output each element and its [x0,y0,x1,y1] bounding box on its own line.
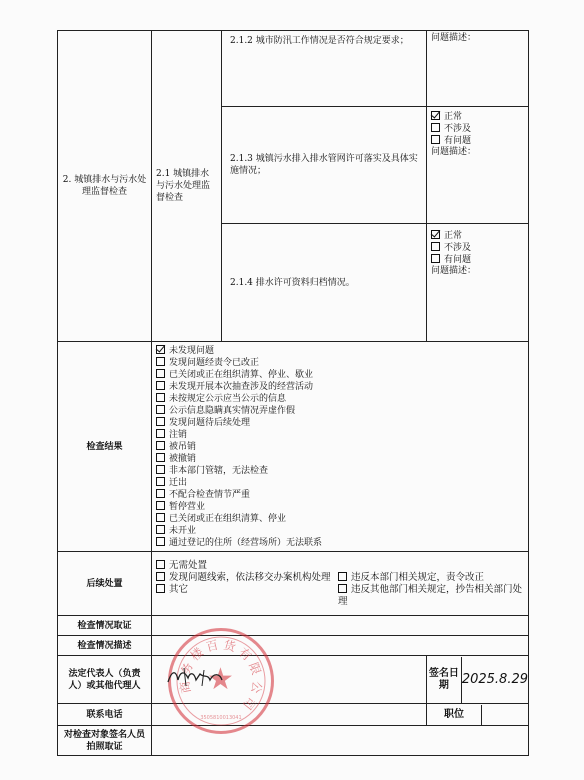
checkbox[interactable] [338,584,347,593]
checkbox-checked[interactable] [156,345,165,354]
result-option[interactable] [156,525,524,537]
legal-rep-label: 法定代表人（负责人）或其他代理人 [58,656,152,704]
result-option[interactable] [156,489,524,501]
checkbox[interactable] [156,584,165,593]
result-option[interactable] [156,441,524,453]
photo-value[interactable] [152,726,529,756]
result-option-label: 暂停营业 [169,502,206,512]
position-label: 职位 [427,705,482,725]
sign-date-label: 签名日期 [427,657,462,703]
option-na[interactable]: 不涉及 [431,123,524,135]
result-option-label: 未开业 [169,526,197,536]
result-option-label: 注销 [169,430,188,440]
option-na[interactable]: 不涉及 [431,242,524,254]
check-desc-label: 检查情况描述 [58,636,152,656]
checkbox[interactable] [431,242,440,251]
checkbox-checked[interactable] [431,111,440,120]
result-option-label: 非本部门管辖，无法检查 [169,466,269,476]
svg-text:限: 限 [246,660,264,677]
check-evidence-value[interactable] [152,616,529,636]
result-option-label: 公示信息隐瞒真实情况弄虚作假 [169,406,296,416]
item-2-1-4-options [427,224,529,342]
result-option[interactable] [156,357,524,369]
checkbox[interactable] [156,489,165,498]
handwritten-signature [164,664,244,690]
option-problem[interactable]: 有问题 [431,254,524,266]
problem-desc: 问题描述： [431,33,477,43]
checkbox[interactable] [156,513,165,522]
checkbox[interactable] [156,405,165,414]
result-option-label: 未发现问题 [169,346,215,356]
svg-text:有: 有 [235,645,255,664]
sign-date-cell [427,656,529,704]
inspection-table [57,30,529,756]
checkbox[interactable] [156,429,165,438]
checkbox[interactable] [156,417,165,426]
checkbox[interactable] [431,135,440,144]
checkbox[interactable] [338,572,347,581]
checkbox[interactable] [156,453,165,462]
result-option-label: 通过登记的住所（经营场所）无法联系 [169,538,323,548]
checkbox-checked[interactable] [431,230,440,239]
checkbox[interactable] [156,537,165,546]
result-option-label: 已关闭或正在组织清算、停业 [169,514,287,524]
item-2-1-4: 2.1.4 排水许可资料归档情况。 [222,224,427,342]
result-option-label: 被吊销 [169,442,197,452]
result-option[interactable] [156,381,524,393]
check-desc-value[interactable] [152,636,529,656]
checkbox[interactable] [156,560,165,569]
result-option[interactable] [156,465,524,477]
checkbox[interactable] [156,477,165,486]
result-option[interactable] [156,345,524,357]
sign-date-value[interactable]: 2025.8.29 [461,671,528,687]
checkbox[interactable] [156,381,165,390]
result-option-label: 已关闭或正在组织清算、停业、歇业 [169,370,314,380]
problem-desc: 问题描述： [431,266,477,276]
result-option-label: 未发现开展本次抽查涉及的经营活动 [169,382,314,392]
section-label: 2. 城镇排水与污水处理监督检查 [58,31,152,342]
checkbox[interactable] [156,393,165,402]
check-evidence-label: 检查情况取证 [58,616,152,636]
seal-star-icon: ★ [207,662,234,697]
checkbox[interactable] [431,254,440,263]
result-option[interactable] [156,477,524,489]
subsection-label: 2.1 城镇排水与污水处理监督检查 [152,31,222,342]
item-2-1-2: 2.1.2 城市防汛工作情况是否符合规定要求； [222,31,427,107]
svg-text:务: 务 [178,660,196,677]
result-option-label: 迁出 [169,478,188,488]
result-option-label: 不配合检查情节严重 [169,490,251,500]
followup-opt3[interactable]: 违反本部门相关规定，责令改正 [338,572,524,584]
result-option[interactable] [156,369,524,381]
photo-label: 对检查对象签名人员拍照取证 [58,726,152,756]
checkbox[interactable] [156,572,165,581]
svg-text:商: 商 [177,680,194,695]
svg-text:货: 货 [222,637,238,655]
followup-opt4[interactable]: 其它 [156,584,338,608]
result-label: 检查结果 [58,342,152,552]
followup-options [152,552,529,616]
option-problem[interactable]: 有问题 [431,135,524,147]
phone-value[interactable] [152,704,427,726]
result-option[interactable] [156,513,524,525]
phone-label: 联系电话 [58,704,152,726]
followup-opt5[interactable]: 违反其他部门相关规定，抄告相关部门处理 [338,583,523,607]
followup-opt2[interactable]: 发现问题线索，依法移交办案机构处理 [156,572,338,584]
result-option[interactable] [156,405,524,417]
position-value[interactable] [482,705,528,725]
result-option[interactable] [156,429,524,441]
followup-label: 后续处置 [58,552,152,616]
result-option[interactable] [156,393,524,405]
item-2-1-3-options [427,107,529,224]
checkbox[interactable] [431,123,440,132]
item-2-1-2-note [427,31,529,107]
checkbox[interactable] [156,525,165,534]
checkbox[interactable] [156,501,165,510]
svg-text:3505810013041: 3505810013041 [200,715,242,721]
result-option-label: 被撤销 [169,454,197,464]
svg-text:司: 司 [240,694,259,713]
result-option-label: 发现问题待后续处理 [169,418,251,428]
problem-desc: 问题描述： [431,147,477,157]
svg-text:百: 百 [204,637,220,655]
checkbox[interactable] [156,465,165,474]
result-option-label: 未按规定公示应当公示的信息 [169,394,287,404]
result-option-label: 发现问题经责令已改正 [169,358,260,368]
option-normal[interactable]: 正常 [431,230,524,242]
item-2-1-3: 2.1.3 城镇污水排入排水管网许可落实及具体实施情况； [222,107,427,224]
position-cell [427,704,529,726]
svg-text:楼: 楼 [187,645,207,664]
followup-opt1[interactable]: 无需处置 [156,560,524,572]
result-option[interactable] [156,501,524,513]
svg-text:公: 公 [248,680,265,695]
result-option[interactable] [156,537,524,549]
checkbox[interactable] [156,369,165,378]
option-normal[interactable]: 正常 [431,111,524,123]
result-option[interactable] [156,453,524,465]
result-options [152,342,529,552]
result-option[interactable] [156,417,524,429]
checkbox[interactable] [156,441,165,450]
checkbox[interactable] [156,357,165,366]
